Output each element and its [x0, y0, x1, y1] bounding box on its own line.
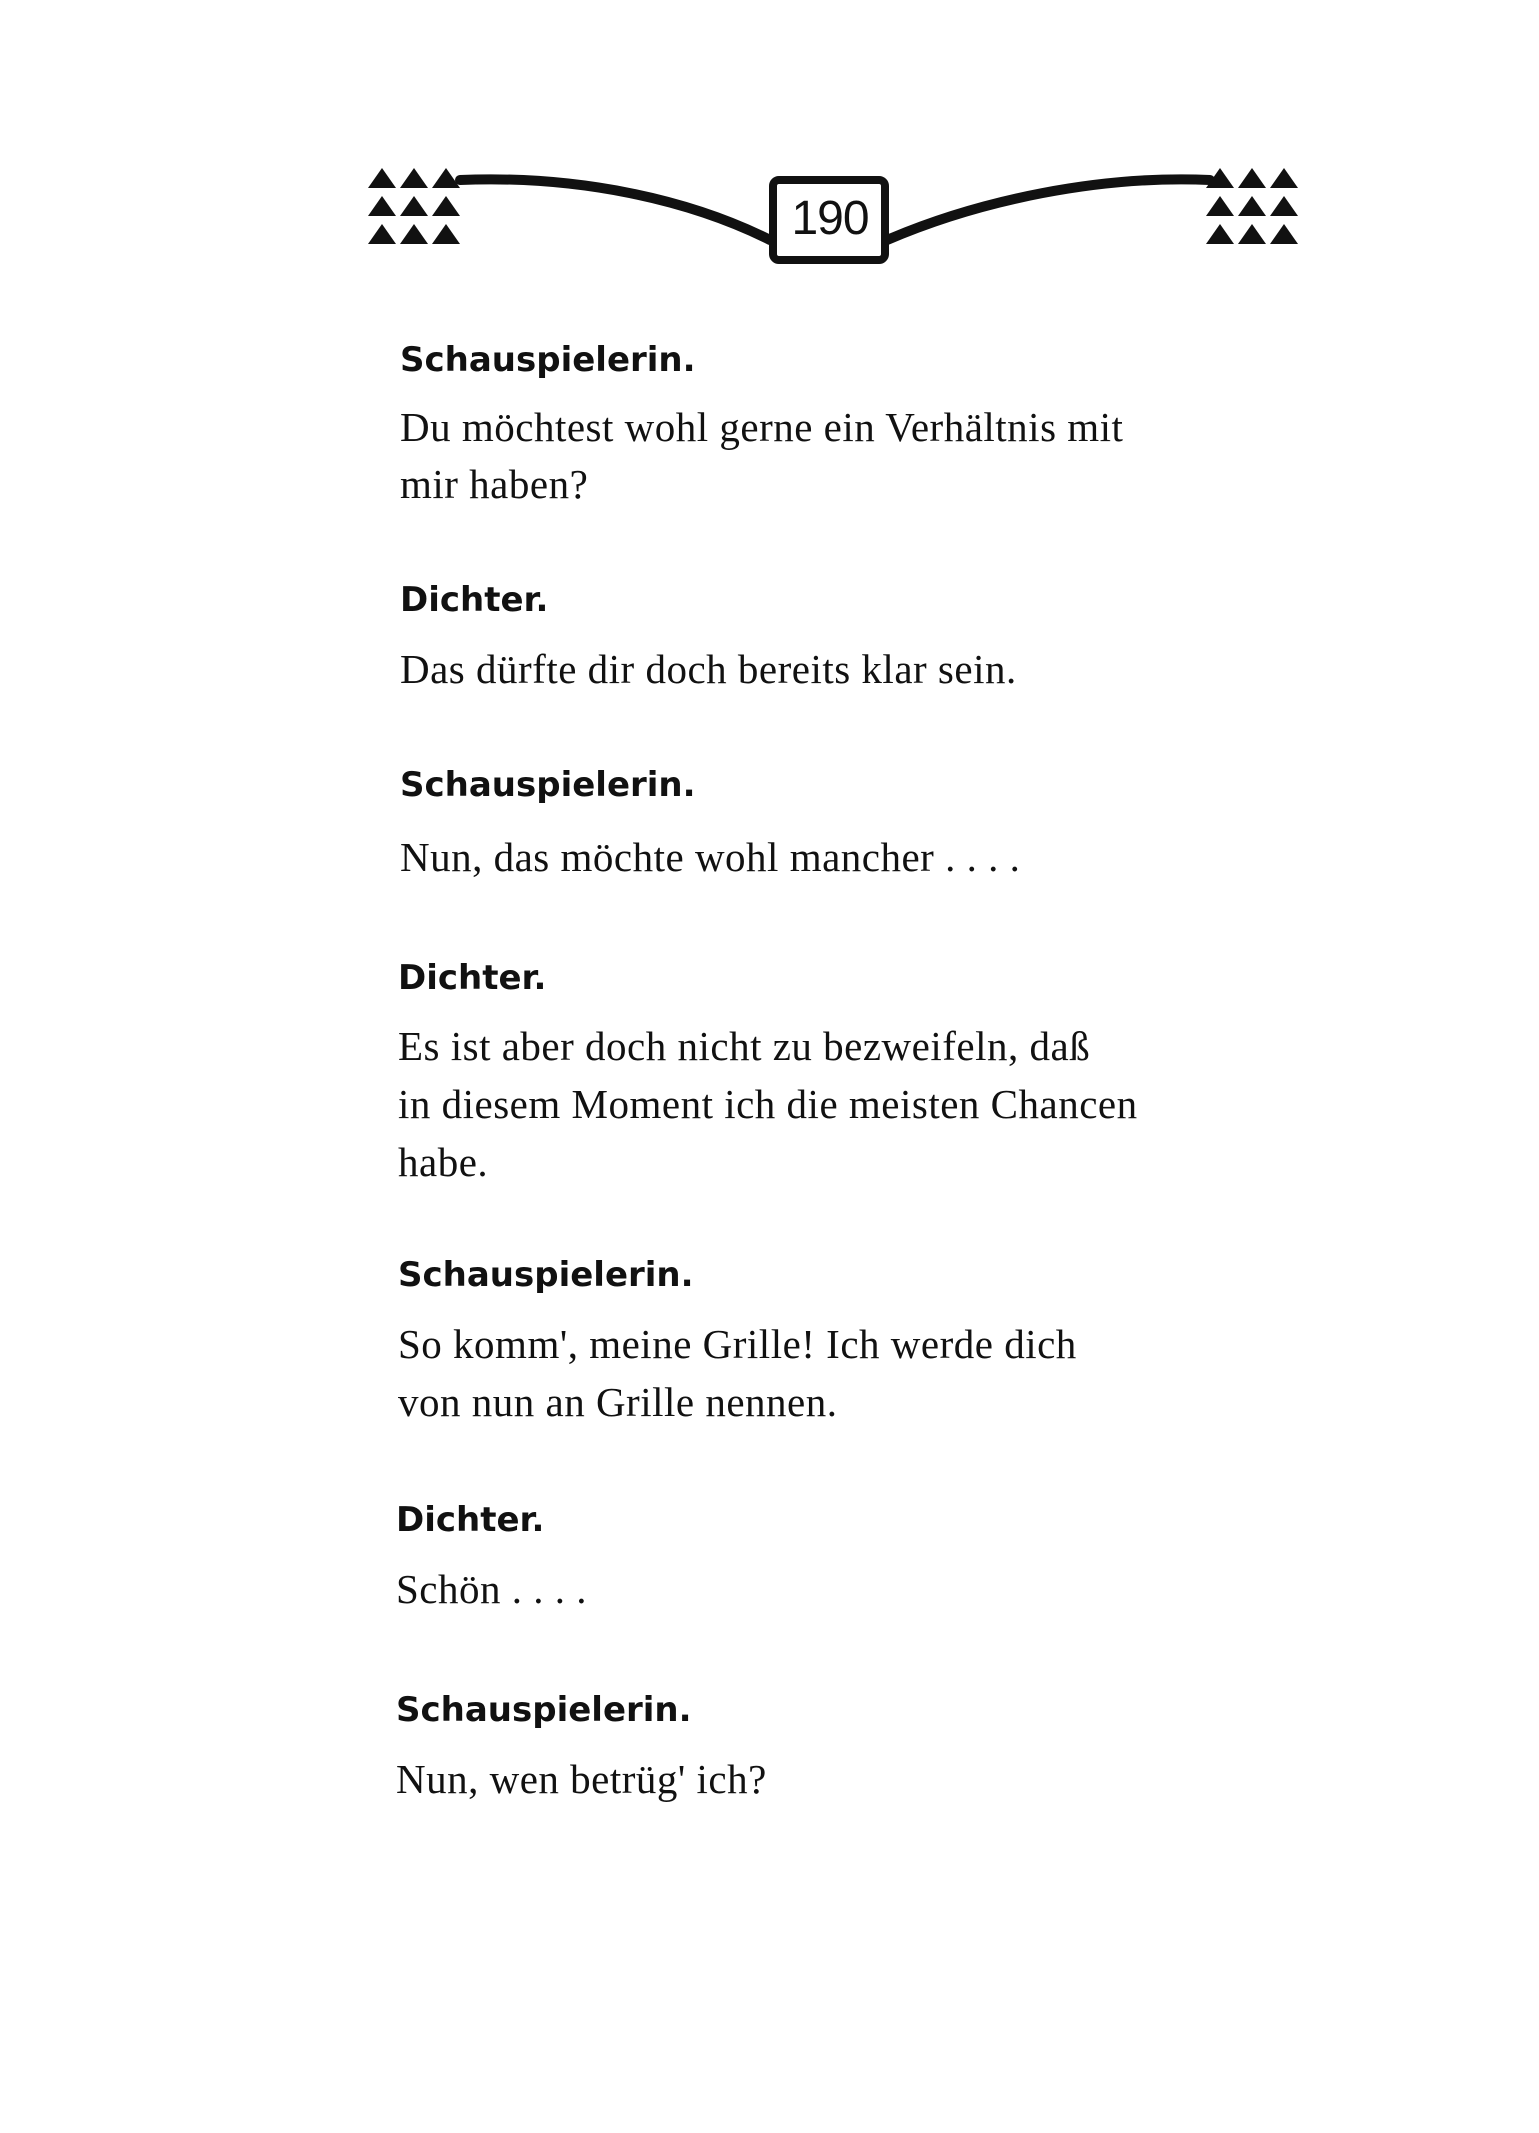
left-triangle-cluster-icon — [368, 168, 460, 244]
speaker-name: Dichter. — [400, 580, 549, 620]
speaker-name: Schauspielerin. — [400, 765, 696, 805]
dialogue-line: Schön . . . . — [396, 1566, 587, 1612]
dialogue-line: So komm', meine Grille! Ich werde dich — [398, 1321, 1077, 1367]
dialogue-line: in diesem Moment ich die meisten Chancen — [398, 1081, 1138, 1127]
dialogue-line: habe. — [398, 1139, 489, 1185]
speaker-name: Dichter. — [398, 958, 547, 998]
dialogue-line: mir haben? — [400, 461, 589, 507]
dialogue-line: Das dürfte dir doch bereits klar sein. — [400, 646, 1017, 692]
right-triangle-cluster-icon — [1206, 168, 1298, 244]
speaker-name: Dichter. — [396, 1500, 545, 1540]
speaker-name: Schauspielerin. — [398, 1255, 694, 1295]
dialogue-line: Nun, das möchte wohl mancher . . . . — [400, 834, 1021, 880]
dialogue-line: von nun an Grille nennen. — [398, 1379, 838, 1425]
speaker-name: Schauspielerin. — [396, 1690, 692, 1730]
dialogue-line: Es ist aber doch nicht zu bezweifeln, daß — [398, 1023, 1091, 1069]
dialogue-line: Du möchtest wohl gerne ein Verhältnis mit — [400, 404, 1124, 450]
page-number: 190 — [791, 191, 869, 245]
right-swoosh — [887, 179, 1210, 240]
left-swoosh — [460, 179, 770, 240]
speaker-name: Schauspielerin. — [400, 340, 696, 380]
dialogue-line: Nun, wen betrüg' ich? — [396, 1756, 767, 1802]
